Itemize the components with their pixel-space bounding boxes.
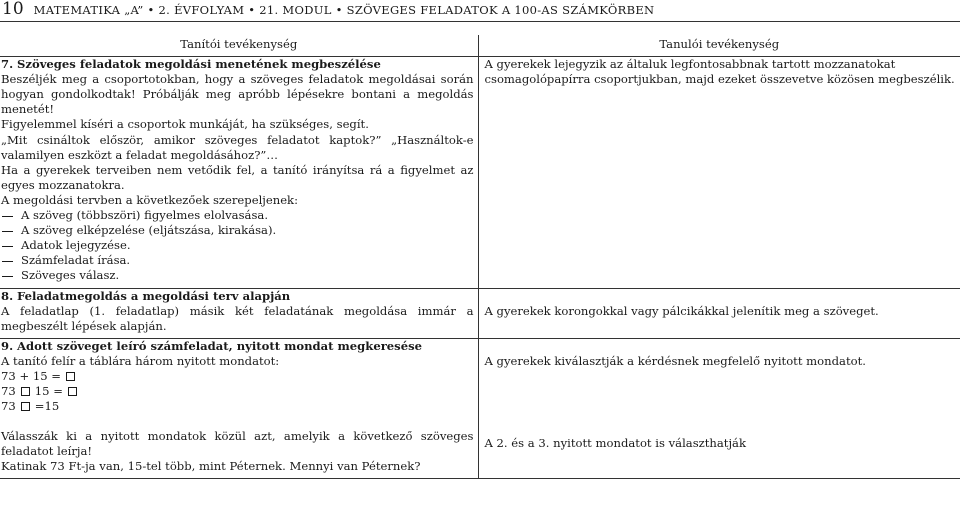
list-item: Szöveges válasz. [1,268,474,283]
open-sentence-text: 73 [1,398,16,413]
section8-title-text: Feladatmegoldás a megoldási terv alapján [17,288,291,303]
section9-paragraph: A tanító felír a táblára három nyitott mondatot: [1,353,280,368]
square-box-icon [68,387,77,396]
section7-number: 7. [1,57,14,72]
section9-teacher-cell [0,338,478,478]
section8-title [1,289,474,304]
open-sentence-1 [1,369,474,384]
section7-title [1,57,474,72]
square-box-icon [21,387,30,396]
section8-teacher-cell [0,288,478,338]
teacher-column-header: Tanítói tevékenység [0,35,478,57]
table-header-row [0,35,960,57]
section8-paragraph: A feladatlap (1. feladatlap) másik két feladatának megoldása immár a megbeszélt lépések alapján. [1,303,474,333]
section7-paragraph: Ha a gyerekek terveiben nem vetődik fel, a tanító irányítsa rá a figyelmet az egyes mozzanatokra. [1,162,474,192]
open-sentence-text: 73 [1,383,16,398]
page-header [0,0,960,22]
section8-student-text: A gyerekek korongokkal vagy pálcikákkal jelenítik meg a szöveget. [484,303,879,318]
header-rule [0,21,960,22]
page-number: 10 [2,0,24,19]
section9-paragraph: Katinak 73 Ft-ja van, 15-tel több, mint Péternek. Mennyi van Péternek? [1,459,421,474]
section9-paragraph: Válasszák ki a nyitott mondatok közül azt, amelyik a következő szöveges feladatot leírja! [1,428,474,459]
open-sentence-text: 15 = [34,383,63,398]
section9-student-text-1: A gyerekek kiválasztják a kérdésnek megfelelő nyitott mondatot. [484,353,866,368]
student-column-header: Tanulói tevékenység [478,35,960,57]
square-box-icon [66,372,75,381]
section9-student-text-2: A 2. és a 3. nyitott mondatot is választhatják [484,435,746,450]
open-sentence-text: =15 [34,398,60,413]
open-sentence-2 [1,384,474,399]
section8-student-cell [478,288,960,338]
section9-title-text: Adott szöveget leíró számfeladat, nyitott mondat megkeresése [17,338,422,353]
section9-title [1,339,474,354]
list-item: Adatok lejegyzése. [1,238,474,253]
list-item: A szöveg (többszöri) figyelmes elolvasása. [1,208,474,223]
section7-teacher-cell [0,57,478,288]
section7-paragraph: „Mit csináltok először, amikor szöveges feladatot kaptok?” „Használtok-e valamilyen eszközt a feladat megoldásához?”… [1,132,474,162]
section9-number: 9. [1,338,14,353]
section7-title-text: Szöveges feladatok megoldási menetének megbeszélése [17,57,381,72]
section7-student-text: A gyerekek lejegyzik az általuk legfontosabbnak tartott mozzanatokat csomagolópapírra csoportjukban, majd ezeket összevetve közösen megbeszélik. [484,57,955,87]
table-row [0,57,960,288]
open-sentence-text: 73 + 15 = [1,368,61,383]
section7-paragraph: Figyelemmel kíséri a csoportok munkáját, ha szükséges, segít. [1,117,369,132]
list-item: Számfeladat írása. [1,253,474,268]
section9-student-cell [478,338,960,478]
section7-student-cell [478,57,960,288]
solution-steps-list [1,208,474,283]
open-sentence-3 [1,399,474,414]
running-head: MATEMATIKA „A” • 2. ÉVFOLYAM • 21. MODUL • SZÖVEGES FELADATOK A 100-AS SZÁMKÖRBEN [33,3,655,17]
list-item: A szöveg elképzelése (eljátszása, kirakása). [1,223,474,238]
square-box-icon [21,402,30,411]
table-row [0,338,960,478]
section7-paragraph: Beszéljék meg a csoportotokban, hogy a szöveges feladatok megoldásai során hogyan gondolkodtak! Próbálják meg apróbb lépésekre bontani a megoldás menetét! [1,72,474,117]
section8-number: 8. [1,288,14,303]
section7-paragraph: A megoldási tervben a következőek szerepeljenek: [1,192,298,207]
lesson-table [0,35,960,479]
table-row [0,288,960,338]
